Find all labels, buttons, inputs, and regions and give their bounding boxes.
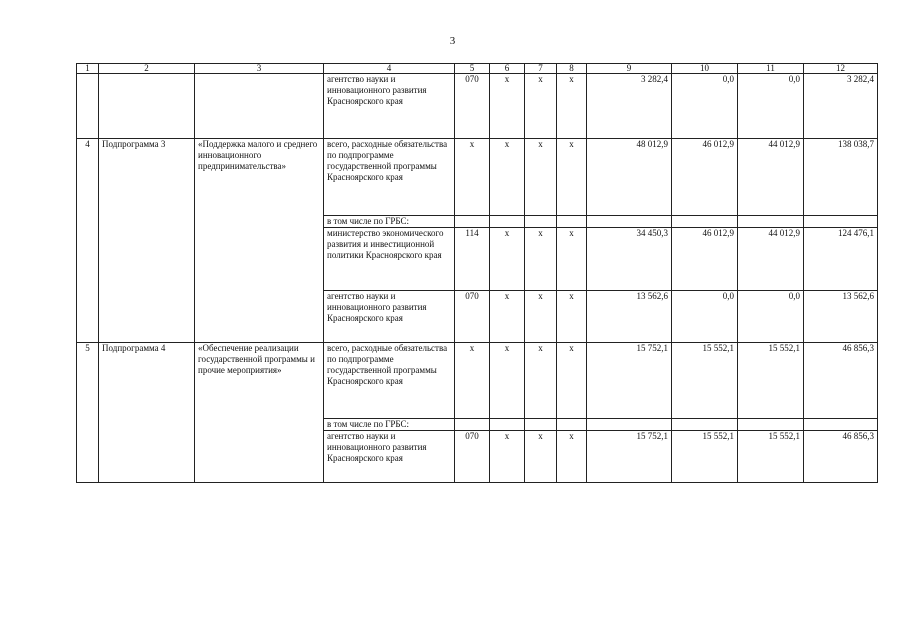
- cell-empty: [804, 419, 878, 431]
- cell-empty: [587, 419, 672, 431]
- cell-empty: [587, 216, 672, 228]
- page-number: 3: [449, 35, 456, 47]
- cell-x: х: [557, 431, 587, 483]
- total-cell: 46 856,3: [804, 431, 878, 483]
- subprogram-cell: Подпрограмма 3: [99, 139, 195, 343]
- cell-x: х: [525, 291, 557, 343]
- amount-cell: 0,0: [738, 74, 804, 139]
- total-label-cell: всего, расходные обязательства по подпрограмме государственной программы Красноярского края: [324, 343, 455, 419]
- cell-x: х: [557, 74, 587, 139]
- grbs-code-cell: 070: [455, 74, 490, 139]
- cell-x: х: [557, 291, 587, 343]
- cell-x: х: [455, 343, 490, 419]
- amount-cell: 0,0: [672, 74, 738, 139]
- cell-x: х: [455, 139, 490, 216]
- cell-x: х: [525, 139, 557, 216]
- table-row: [77, 343, 878, 419]
- total-cell: 46 856,3: [804, 343, 878, 419]
- amount-cell: 15 552,1: [738, 343, 804, 419]
- amount-cell: 48 012,9: [587, 139, 672, 216]
- cell-x: х: [490, 291, 525, 343]
- cell-empty: [490, 419, 525, 431]
- header-cell: 3: [195, 64, 324, 74]
- cell-empty: [804, 216, 878, 228]
- amount-cell: 0,0: [738, 291, 804, 343]
- header-cell: 6: [490, 64, 525, 74]
- cell-empty: [455, 216, 490, 228]
- cell-empty: [525, 419, 557, 431]
- amount-cell: 46 012,9: [672, 139, 738, 216]
- amount-cell: 15 552,1: [672, 431, 738, 483]
- grbs-code-cell: 114: [455, 228, 490, 291]
- grbs-name-cell: министерство экономического развития и инвестиционной политики Красноярского края: [324, 228, 455, 291]
- subprogram-title-cell: «Обеспечение реализации государственной программы и прочие мероприятия»: [195, 343, 324, 483]
- grbs-name-cell: агентство науки и инновационного развития Красноярского края: [324, 291, 455, 343]
- header-cell: 7: [525, 64, 557, 74]
- table-row: [77, 139, 878, 216]
- total-label-cell: всего, расходные обязательства по подпрограмме государственной программы Красноярского края: [324, 139, 455, 216]
- amount-cell: 15 752,1: [587, 343, 672, 419]
- header-cell: 9: [587, 64, 672, 74]
- cell-empty: [557, 216, 587, 228]
- header-cell: 12: [804, 64, 878, 74]
- cell-x: х: [525, 74, 557, 139]
- amount-cell: 3 282,4: [587, 74, 672, 139]
- amount-cell: 46 012,9: [672, 228, 738, 291]
- grbs-name-cell: агентство науки и инновационного развития Красноярского края: [324, 74, 455, 139]
- cell-x: х: [490, 343, 525, 419]
- subprogram-title-cell: «Поддержка малого и среднего инновационного предпринимательства»: [195, 139, 324, 343]
- cell-empty: [672, 216, 738, 228]
- header-cell: 8: [557, 64, 587, 74]
- amount-cell: 15 552,1: [738, 431, 804, 483]
- cell-x: х: [490, 139, 525, 216]
- grbs-subheader-cell: в том числе по ГРБС:: [324, 419, 455, 431]
- header-cell: 1: [77, 64, 99, 74]
- grbs-name-cell: агентство науки и инновационного развития Красноярского края: [324, 431, 455, 483]
- cell-empty: [525, 216, 557, 228]
- total-cell: 3 282,4: [804, 74, 878, 139]
- header-row: [77, 64, 878, 74]
- table-row: [77, 74, 878, 139]
- total-cell: 13 562,6: [804, 291, 878, 343]
- amount-cell: 15 552,1: [672, 343, 738, 419]
- cell-x: х: [490, 74, 525, 139]
- cell-empty: [99, 74, 195, 139]
- cell-empty: [738, 216, 804, 228]
- cell-x: х: [557, 139, 587, 216]
- amount-cell: 0,0: [672, 291, 738, 343]
- amount-cell: 13 562,6: [587, 291, 672, 343]
- grbs-subheader-cell: в том числе по ГРБС:: [324, 216, 455, 228]
- cell-empty: [672, 419, 738, 431]
- header-cell: 11: [738, 64, 804, 74]
- header-cell: 10: [672, 64, 738, 74]
- amount-cell: 44 012,9: [738, 139, 804, 216]
- cell-x: х: [525, 431, 557, 483]
- cell-x: х: [525, 228, 557, 291]
- amount-cell: 44 012,9: [738, 228, 804, 291]
- cell-empty: [455, 419, 490, 431]
- grbs-code-cell: 070: [455, 431, 490, 483]
- cell-x: х: [557, 343, 587, 419]
- cell-empty: [77, 74, 99, 139]
- budget-table: [76, 63, 878, 483]
- amount-cell: 34 450,3: [587, 228, 672, 291]
- cell-x: х: [557, 228, 587, 291]
- cell-x: х: [490, 431, 525, 483]
- row-number-cell: 5: [77, 343, 99, 483]
- cell-empty: [557, 419, 587, 431]
- cell-empty: [738, 419, 804, 431]
- total-cell: 124 476,1: [804, 228, 878, 291]
- cell-empty: [490, 216, 525, 228]
- cell-x: х: [525, 343, 557, 419]
- header-cell: 5: [455, 64, 490, 74]
- cell-empty: [195, 74, 324, 139]
- row-number-cell: 4: [77, 139, 99, 343]
- amount-cell: 15 752,1: [587, 431, 672, 483]
- cell-x: х: [490, 228, 525, 291]
- grbs-code-cell: 070: [455, 291, 490, 343]
- header-cell: 4: [324, 64, 455, 74]
- header-cell: 2: [99, 64, 195, 74]
- subprogram-cell: Подпрограмма 4: [99, 343, 195, 483]
- total-cell: 138 038,7: [804, 139, 878, 216]
